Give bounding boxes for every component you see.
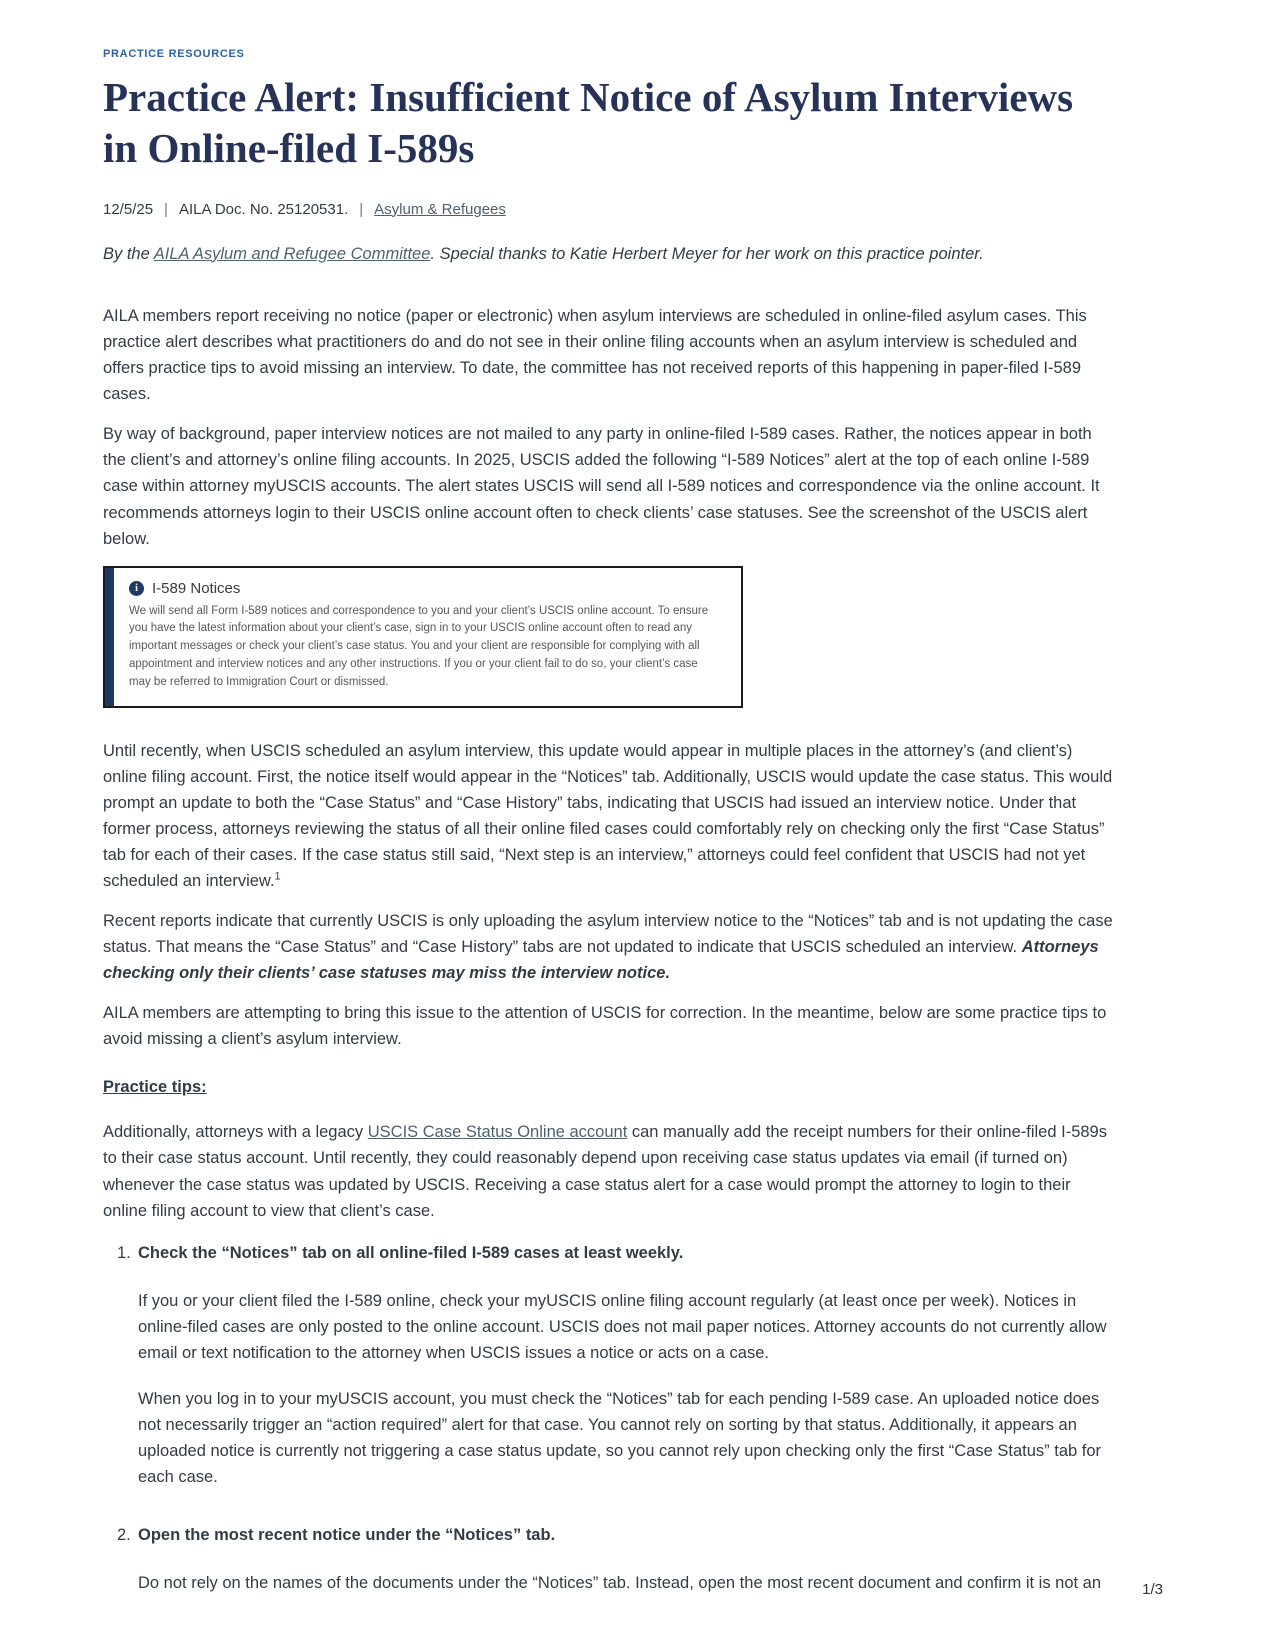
paragraph-text: Until recently, when USCIS scheduled an asylum interview, this update would appear in multiple places in the attorney’s (and client’s) online filing account. First, the notice itself would appear in the “Notices” tab. Additionally, USCIS would update the case status. This would prompt an update to both the “Case Status” and “Case History” tabs, indicating that USCIS had issued an interview notice. Under that former process, attorneys reviewing the status of all their online filed cases could comfortably rely on checking only the first “Case Status” tab for each of their cases. If the case status still said, “Next step is an interview,” attorneys could feel confident that USCIS had not yet scheduled an interview. — [103, 741, 1113, 890]
list-item-title: Open the most recent notice under the “Notices” tab. — [138, 1526, 556, 1545]
meta-divider: | — [164, 200, 168, 218]
meta-line — [103, 201, 1115, 218]
list-item-1 — [103, 1240, 1115, 1491]
info-icon: i — [129, 581, 144, 596]
committee-link[interactable]: AILA Asylum and Refugee Committee — [153, 244, 431, 263]
list-item-number: 2. — [117, 1526, 131, 1545]
paragraph-until-recently — [103, 738, 1115, 894]
list-item-paragraph: If you or your client filed the I-589 online, check your myUSCIS online filing account regularly (at least once per week). Notices in online-filed cases are only posted to the online account. USCIS does not mail paper notices. Attorney accounts do not currently allow email or text notification to the attorney when USCIS issues a notice or acts on a case. — [138, 1291, 1107, 1362]
page-title: Practice Alert: Insufficient Notice of Asylum Interviews in Online-filed I-589s — [103, 74, 1074, 172]
page-indicator: 1/3 — [1142, 1581, 1163, 1598]
alert-content — [114, 568, 741, 706]
list-item-title: Check the “Notices” tab on all online-filed I-589 cases at least weekly. — [138, 1243, 684, 1262]
eyebrow-label: PRACTICE RESOURCES — [103, 48, 245, 60]
alert-title-row — [129, 580, 719, 597]
list-item-2 — [103, 1522, 1115, 1596]
practice-tips-list — [103, 1240, 1115, 1597]
list-item-paragraph: When you log in to your myUSCIS account, you must check the “Notices” tab for each pending I-589 case. An uploaded notice does not necessarily trigger an “action required” alert for that case. You cannot rely on sorting by that status. Additionally, it appears an uploaded notice is currently not triggering a case status update, so you cannot rely upon checking only the first “Case Status” tab for each case. — [138, 1389, 1102, 1487]
meta-doc-number: AILA Doc. No. 25120531. — [178, 200, 349, 218]
category-link[interactable]: Asylum & Refugees — [374, 200, 506, 218]
list-item-body — [138, 1240, 1115, 1491]
emphasis-note: Attorneys checking only their clients’ case statuses may miss the interview notice. — [103, 938, 1099, 983]
list-item-number: 1. — [117, 1243, 131, 1262]
paragraph-text: Recent reports indicate that currently USCIS is only uploading the asylum interview notice to the “Notices” tab and is not updating the case status. That means the “Case Status” and “Case History” tabs are not updated to indicate that USCIS scheduled an interview. — [103, 912, 1113, 957]
paragraph-background: By way of background, paper interview notices are not mailed to any party in online-filed I-589 cases. Rather, the notices appear in both the client’s and attorney’s online filing accounts. In 2025, USCIS added the following “I-589 Notices” alert at the top of each online I-589 case within attorney myUSCIS accounts. The alert states USCIS will send all I-589 notices and correspondence via the online account. It recommends attorneys login to their USCIS online account often to check clients’ case statuses. See the screenshot of the USCIS alert below. — [103, 425, 1100, 548]
byline — [103, 242, 1115, 268]
paragraph-legacy-account — [103, 1119, 1115, 1223]
paragraph-recent-reports — [103, 908, 1115, 986]
meta-divider: | — [359, 200, 364, 218]
practice-tips-heading: Practice tips: — [103, 1078, 207, 1097]
byline-post: . Special thanks to Katie Herbert Meyer for her work on this practice pointer. — [430, 244, 984, 263]
paragraph-aila-correction: AILA members are attempting to bring this issue to the attention of USCIS for correction. In the meantime, below are some practice tips to avoid missing a client’s asylum interview. — [103, 1004, 1107, 1049]
uscis-alert-screenshot — [103, 566, 743, 708]
paragraph-intro: AILA members report receiving no notice (paper or electronic) when asylum interviews are scheduled in online-filed asylum cases. This practice alert describes what practitioners do and do not see in their online filing accounts when an asylum interview is scheduled and offers practice tips to avoid missing an interview. To date, the committee has not received reports of this happening in paper-filed I-589 cases. — [103, 307, 1087, 404]
alert-accent-bar — [105, 568, 114, 706]
meta-date: 12/5/25 — [103, 200, 154, 218]
alert-body: We will send all Form I-589 notices and correspondence to you and your client’s USCIS online account. To ensure you have the latest information about your client’s case, sign in to your USCIS online account often to read any important messages or check your client’s case status. You and your client are responsible for complying with all appointment and interview notices and any other instructions. If you or your client fail to do so, your client’s case may be referred to Immigration Court or dismissed. — [129, 604, 709, 688]
list-item-body — [138, 1522, 1115, 1596]
alert-title: I-589 Notices — [152, 579, 241, 597]
paragraph-pre: Additionally, attorneys with a legacy — [103, 1123, 368, 1142]
case-status-link[interactable]: USCIS Case Status Online account — [367, 1123, 628, 1142]
footnote-ref: 1 — [274, 870, 281, 883]
paragraph-post: can manually add the receipt numbers for their online-filed I-589s to their case status account. Until recently, they could reasonably depend upon receiving case status updates via email (if turned on) whenever the case status was updated by USCIS. Receiving a case status alert for a case would prompt the attorney to login to their online filing account to view that client’s case. — [103, 1123, 1107, 1220]
list-item-paragraph: Do not rely on the names of the documents under the “Notices” tab. Instead, open the most recent document and confirm it is not an — [138, 1574, 1102, 1593]
byline-pre: By the — [103, 244, 154, 263]
